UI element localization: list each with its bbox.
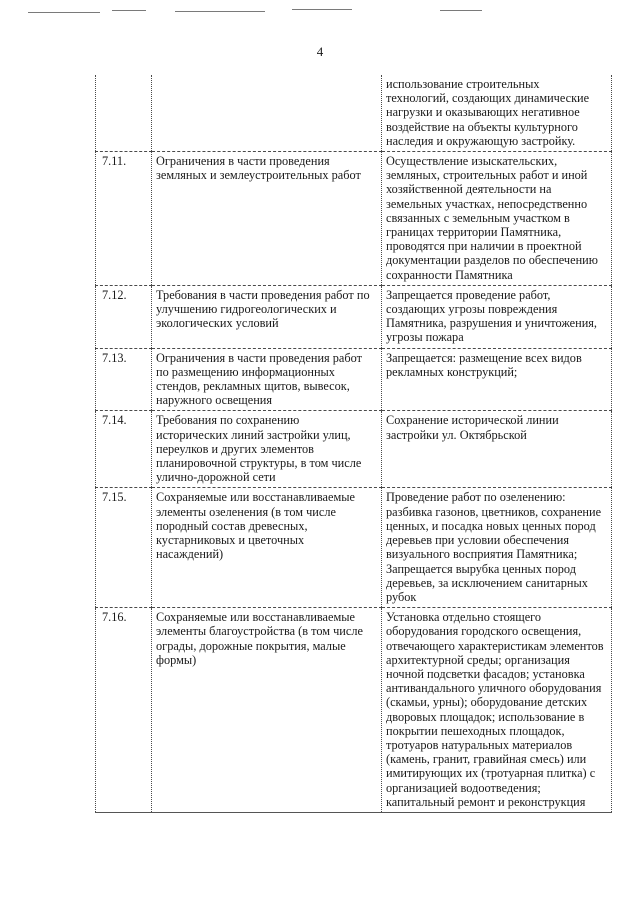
table-row <box>96 152 612 286</box>
cell-text-line: Сохраняемые или восстанавливаемые <box>156 610 355 625</box>
cell-text-line: технологий, создающих динамические <box>386 91 590 106</box>
item-number <box>96 75 152 152</box>
scan-artifact-line <box>440 10 482 11</box>
cell-text-line: стендов, рекламных щитов, вывесок, <box>156 379 350 394</box>
item-number: 7.15. <box>96 488 152 608</box>
cell-text-line: дворовых площадок; использование в <box>386 709 585 724</box>
requirements-table <box>95 75 612 813</box>
item-title <box>152 608 382 813</box>
item-title <box>152 411 382 488</box>
scan-artifact-line <box>112 10 146 11</box>
cell-text-line: по размещению информационных <box>156 364 335 379</box>
cell-text-line: тротуаров натуральных материалов <box>386 737 573 752</box>
cell-text-line: кустарниковых и цветочных <box>156 533 305 548</box>
cell-text-line: покрытии пешеходных площадок, <box>386 723 565 738</box>
cell-text-line: связанных с земельным участком в <box>386 210 570 225</box>
cell-text-line: ценных, и посадка новых ценных пород <box>386 518 596 533</box>
table-row <box>96 285 612 348</box>
cell-text-line: элементы благоустройства (в том числе <box>156 624 363 639</box>
cell-text-line: (скамьи, урны); оборудование детских <box>386 695 588 710</box>
item-requirement <box>382 411 612 488</box>
cell-text-line: создающих угрозы повреждения <box>386 302 558 317</box>
cell-text-line: хозяйственной деятельности на <box>386 182 552 197</box>
cell-text-line: экологических условий <box>156 316 279 331</box>
item-requirement <box>382 488 612 608</box>
item-title <box>152 285 382 348</box>
table-row <box>96 75 612 152</box>
cell-text-line: формы) <box>156 652 197 667</box>
cell-text-line: Запрещается вырубка ценных пород <box>386 561 576 576</box>
item-number: 7.14. <box>96 411 152 488</box>
cell-text-line: архитектурной среды; организация <box>386 652 570 667</box>
cell-text-line: проводятся при наличии в проектной <box>386 239 582 254</box>
cell-text-line: Сохраняемые или восстанавливаемые <box>156 490 355 505</box>
scan-artifact-line <box>28 12 100 13</box>
cell-text-line: разбивка газонов, цветников, сохранение <box>386 504 602 519</box>
page-number: 4 <box>316 44 324 59</box>
cell-text-line: застройки ул. Октябрьской <box>386 427 527 442</box>
item-title <box>152 488 382 608</box>
cell-text-line: использование строительных <box>386 77 540 91</box>
cell-text-line: породный состав древесных, <box>156 518 308 533</box>
cell-text-line: Требования по сохранению <box>156 413 300 428</box>
item-number: 7.11. <box>96 152 152 286</box>
cell-text-line: Установка отдельно стоящего <box>386 610 542 625</box>
cell-text-line: рекламных конструкций; <box>386 364 518 379</box>
cell-text-line: улично-дорожной сети <box>156 470 276 485</box>
cell-text-line: Памятника, разрушения и уничтожения, <box>386 316 598 331</box>
item-requirement <box>382 75 612 152</box>
cell-text-line: сохранности Памятника <box>386 267 513 282</box>
cell-text-line: Запрещается проведение работ, <box>386 287 551 302</box>
requirements-table-body <box>96 75 612 812</box>
cell-text-line: наследия и окружающую застройку. <box>386 133 576 148</box>
item-number: 7.13. <box>96 348 152 411</box>
item-number: 7.12. <box>96 285 152 348</box>
cell-text-line: рубок <box>386 589 417 604</box>
cell-text-line: угрозы пожара <box>386 330 464 345</box>
cell-text-line: Сохранение исторической линии <box>386 413 559 428</box>
cell-text-line: деревьев при условии обеспечения <box>386 533 570 548</box>
cell-text-line: антивандального уличного оборудования <box>386 681 602 696</box>
cell-text-line: Ограничения в части проведения работ <box>156 350 362 365</box>
cell-text-line: Проведение работ по озеленению: <box>386 490 566 505</box>
item-title <box>152 152 382 286</box>
cell-text-line: Требования в части проведения работ по <box>156 287 370 302</box>
item-title <box>152 348 382 411</box>
cell-text-line: документации разделов по обеспечению <box>386 253 598 268</box>
cell-text-line: земляных, строительных работ и иной <box>386 168 588 183</box>
cell-text-line: земляных и землеустроительных работ <box>156 168 361 183</box>
cell-text-line: переулков и других элементов <box>156 441 314 456</box>
cell-text-line: исторических линий застройки улиц, <box>156 427 351 442</box>
item-title <box>152 75 382 152</box>
cell-text-line: насаждений) <box>156 547 224 562</box>
cell-text-line: ограды, дорожные покрытия, малые <box>156 638 346 653</box>
cell-text-line: воздействие на объекты культурного <box>386 119 578 134</box>
cell-text-line: оборудования городского освещения, <box>386 624 582 639</box>
cell-text-line: деревьев, за исключением санитарных <box>386 575 588 590</box>
item-requirement <box>382 285 612 348</box>
cell-text-line: планировочной структуры, в том числе <box>156 456 362 471</box>
cell-text-line: наружного освещения <box>156 393 273 408</box>
item-requirement <box>382 348 612 411</box>
cell-text-line: нагрузки и оказывающих негативное <box>386 105 580 120</box>
cell-text-line: (камень, гранит, гравийная смесь) или <box>386 752 587 767</box>
table-row <box>96 348 612 411</box>
scan-artifact-line <box>175 11 265 12</box>
cell-text-line: элементы озеленения (в том числе <box>156 504 336 519</box>
cell-text-line: границах территории Памятника, <box>386 225 562 240</box>
cell-text-line: улучшению гидрогеологических и <box>156 302 337 317</box>
cell-text-line: имитирующих их (тротуарная плитка) с <box>386 766 596 781</box>
cell-text-line: Запрещается: размещение всех видов <box>386 350 582 365</box>
cell-text-line: капитальный ремонт и реконструкция <box>386 794 586 809</box>
cell-text-line: ночной подсветки фасадов; установка <box>386 666 585 681</box>
cell-text-line: Осуществление изыскательских, <box>386 154 558 169</box>
table-row <box>96 411 612 488</box>
item-requirement <box>382 152 612 286</box>
table-row <box>96 488 612 608</box>
item-requirement <box>382 608 612 813</box>
cell-text-line: Ограничения в части проведения <box>156 154 330 169</box>
cell-text-line: организацией водоотведения; <box>386 780 541 795</box>
table-row <box>96 608 612 813</box>
scan-artifact-line <box>292 9 352 10</box>
cell-text-line: земельных участках, непосредственно <box>386 196 588 211</box>
cell-text-line: визуального восприятия Памятника; <box>386 547 578 562</box>
cell-text-line: отвечающего характеристикам элементов <box>386 638 604 653</box>
item-number: 7.16. <box>96 608 152 813</box>
